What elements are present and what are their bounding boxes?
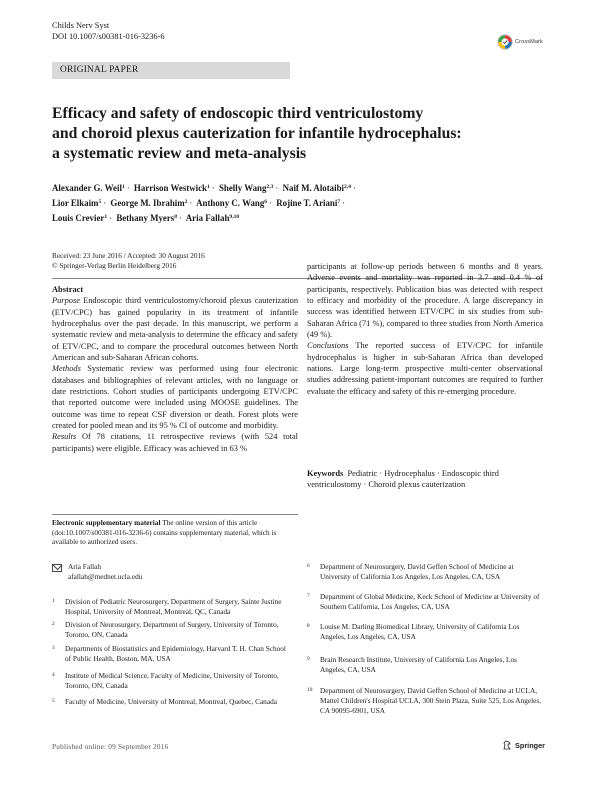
journal-header bbox=[52, 20, 165, 42]
author-line bbox=[52, 180, 472, 195]
crossmark-icon bbox=[497, 34, 513, 50]
affiliation-number: 7 bbox=[307, 593, 310, 599]
crossmark-badge[interactable] bbox=[497, 34, 543, 50]
affiliation bbox=[52, 671, 292, 691]
affiliation-number: 8 bbox=[307, 623, 310, 629]
footnote-divider bbox=[52, 514, 298, 515]
affiliation-number: 9 bbox=[307, 656, 310, 662]
affiliation bbox=[307, 686, 543, 717]
author-separator: · bbox=[269, 198, 273, 208]
author-name[interactable]: Lior Elkaim bbox=[52, 198, 99, 208]
corresponding-email[interactable]: afallah@mednet.ucla.edu bbox=[68, 572, 143, 582]
esm-label: Electronic supplementary material bbox=[52, 518, 161, 527]
affiliation bbox=[307, 622, 543, 642]
author-affiliation-ref: 2,3 bbox=[266, 184, 274, 190]
affiliation-number: 10 bbox=[307, 687, 313, 693]
author-affiliation-ref: 1 bbox=[104, 214, 108, 220]
springer-horse-icon bbox=[502, 740, 512, 750]
paper-title bbox=[52, 104, 472, 163]
purpose-text: Endoscopic third ventriculostomy/choroid plexus cauterization (ETV/CPC) has gained popularity in its treatment of infantile hydrocephalus over the past decade. In this manuscript, we perform a systematic review and meta-analysis to determine the efficacy and safety of ETV/CPC, and to compare the procedural outcomes between North American and sub-Saharan African cohorts. bbox=[52, 296, 299, 363]
esm-text: The online version of this article (doi:10.1007/s00381-016-3236-6) contains supplementary material, which is available to authorized users. bbox=[52, 518, 277, 547]
author-name[interactable]: Louis Crevier bbox=[52, 213, 105, 223]
author-affiliation-ref: 7 bbox=[337, 199, 341, 205]
journal-name: Childs Nerv Syst bbox=[52, 21, 110, 30]
affiliation-text: Division of Pediatric Neurosurgery, Department of Surgery, Sainte Justine Hospital, University of Montreal, Montreal, QC, Canada bbox=[65, 597, 282, 617]
author-separator: · bbox=[275, 183, 279, 193]
results-continued: participants at follow-up periods between 6 months and 8 years. Adverse events and mortality was reported in 3.7 and 0.4 % of participants, respectively. Publication bias was detected with respect to efficacy and morbidity of the procedure. A large discrepancy in success was identified between ETV/CPC in six studies from sub-Saharan Africa (71 %), compared to three studies from North America (49 %). bbox=[307, 262, 543, 340]
affiliation-number: 2 bbox=[52, 621, 55, 627]
abstract-results bbox=[52, 431, 298, 454]
crossmark-label: CrossMark bbox=[515, 39, 543, 45]
publication-dates bbox=[52, 251, 205, 271]
article-type-banner bbox=[52, 62, 290, 79]
abstract-methods bbox=[52, 363, 298, 431]
author-separator: · bbox=[126, 183, 130, 193]
author-separator: · bbox=[103, 198, 107, 208]
author-line bbox=[52, 195, 472, 210]
affiliation bbox=[52, 620, 292, 640]
affiliation-text: Faculty of Medicine, University of Montreal, Montreal, Quebec, Canada bbox=[65, 697, 277, 706]
author-line bbox=[52, 210, 472, 225]
title-line: Efficacy and safety of endoscopic third ventriculostomy bbox=[52, 105, 424, 122]
author-affiliation-ref: 6 bbox=[264, 199, 268, 205]
affiliation-text: Institute of Medical Science, Faculty of Medicine, University of Toronto, Toronto, ON, Canada bbox=[65, 671, 279, 691]
author-separator: · bbox=[342, 198, 346, 208]
affiliation bbox=[52, 644, 292, 664]
author-separator: · bbox=[189, 198, 193, 208]
affiliation-number: 3 bbox=[52, 645, 55, 651]
envelope-icon bbox=[52, 564, 62, 572]
affiliation-text: Department of Neurosurgery, David Geffen School of Medicine at University of California Los Angeles, Los Angeles, CA, USA bbox=[320, 562, 514, 582]
affiliation bbox=[307, 592, 543, 612]
affiliation bbox=[52, 597, 292, 617]
keywords bbox=[307, 468, 543, 491]
affiliation-text: Louise M. Darling Biomedical Library, University of California Los Angeles, Los Angeles, CA, USA bbox=[320, 622, 520, 642]
author-name[interactable]: Bethany Myers bbox=[116, 213, 175, 223]
author-separator: · bbox=[179, 213, 183, 223]
title-line: and choroid plexus cauterization for infantile hydrocephalus: bbox=[52, 124, 462, 142]
supplementary-note bbox=[52, 518, 298, 547]
corresponding-author: Aria Fallah bbox=[68, 562, 102, 571]
title-line: a systematic review and meta-analysis bbox=[52, 144, 307, 162]
abstract-heading: Abstract bbox=[52, 285, 84, 294]
author-affiliation-ref: 8 bbox=[174, 214, 178, 220]
author-separator: · bbox=[109, 213, 113, 223]
affiliation-number: 4 bbox=[52, 672, 55, 678]
conclusions-label: Conclusions bbox=[307, 341, 349, 351]
results-text: Of 78 citations, 11 retrospective reviews (with 524 total participants) were eligible. Efficacy was achieved in 63 % bbox=[52, 432, 299, 453]
author-name[interactable]: George M. Ibrahim bbox=[110, 198, 185, 208]
affiliation bbox=[52, 697, 292, 707]
methods-text: Systematic review was performed using four electronic databases and bibliographies of relevant articles, with no language or date restrictions. Cohort studies of participants undergoing ETV/CPC that reported outcome were included using MOOSE guidelines. The outcome was time to repeat CSF diversion or death. Forest plots were created for pooled mean and its 95 % CI of outcome and morbidity. bbox=[52, 364, 298, 431]
author-affiliation-ref: 5 bbox=[98, 199, 102, 205]
conclusions-text: The reported success of ETV/CPC for infantile hydrocephalus is higher in sub-Saharan Africa than developed nations. Large long-term prospective multi-center observational studies addressing patient-important outcomes are required to further evaluate the efficacy and safety of this re-emerging procedure. bbox=[307, 341, 543, 396]
keywords-label: Keywords bbox=[307, 469, 344, 478]
article-type-label: ORIGINAL PAPER bbox=[60, 64, 139, 75]
affiliation bbox=[307, 655, 543, 675]
abstract-right-column bbox=[307, 261, 543, 397]
keywords-text: Pediatric · Hydrocephalus · Endoscopic third ventriculostomy · Choroid plexus cauterization bbox=[307, 469, 499, 490]
affiliation-text: Department of Global Medicine, Keck School of Medicine at University of Southern California, Los Angeles, CA, USA bbox=[320, 592, 540, 612]
received-accepted: Received: 23 June 2016 / Accepted: 30 August 2016 bbox=[52, 251, 205, 260]
author-separator: · bbox=[211, 183, 215, 193]
affiliation-number: 5 bbox=[52, 698, 55, 704]
affiliation-text: Brain Research Institute, University of California Los Angeles, Los Angeles, CA, USA bbox=[320, 655, 517, 675]
published-online: Published online: 09 September 2016 bbox=[52, 742, 169, 751]
abstract-left-column bbox=[52, 284, 298, 454]
affiliation-text: Departments of Biostatistics and Epidemiology, Harvard T. H. Chan School of Public Health, Boston, MA, USA bbox=[65, 644, 286, 664]
author-affiliation-ref: 1 bbox=[206, 184, 210, 190]
affiliation-number: 1 bbox=[52, 598, 55, 604]
affiliation-text: Department of Neurosurgery, David Geffen School of Medicine at UCLA, Mattel Children's Hospital UCLA, 300 Stein Plaza, Suite 525, Los Angeles, CA 90095-6901, USA bbox=[320, 686, 542, 716]
author-name[interactable]: Shelly Wang bbox=[218, 183, 267, 193]
author-separator: · bbox=[352, 183, 356, 193]
author-name[interactable]: Aria Fallah bbox=[185, 213, 230, 223]
results-label: Results bbox=[52, 432, 77, 442]
abstract-conclusions bbox=[307, 340, 543, 397]
author-name[interactable]: Rojine T. Ariani bbox=[276, 198, 338, 208]
publisher-logo bbox=[502, 740, 545, 750]
methods-label: Methods bbox=[52, 364, 81, 374]
author-affiliation-ref: 2,4 bbox=[343, 184, 351, 190]
author-name[interactable]: Alexander G. Weil bbox=[52, 183, 122, 193]
publisher-name: Springer bbox=[515, 740, 546, 750]
author-name[interactable]: Harrison Westwick bbox=[133, 183, 207, 193]
doi: DOI 10.1007/s00381-016-3236-6 bbox=[52, 32, 165, 41]
abstract-purpose bbox=[52, 295, 298, 363]
purpose-label: Purpose bbox=[52, 296, 80, 306]
author-affiliation-ref: 9,10 bbox=[229, 214, 240, 220]
author-name[interactable]: Anthony C. Wang bbox=[196, 198, 265, 208]
affiliation-text: Division of Neurosurgery, Department of Surgery, University of Toronto, Toronto, ON, Canada bbox=[65, 620, 279, 640]
affiliation-number: 6 bbox=[307, 563, 310, 569]
author-list bbox=[52, 180, 472, 225]
author-name[interactable]: Naif M. Alotaibi bbox=[282, 183, 344, 193]
copyright: © Springer-Verlag Berlin Heidelberg 2016 bbox=[52, 261, 177, 270]
author-affiliation-ref: 2 bbox=[184, 199, 188, 205]
author-affiliation-ref: 1 bbox=[121, 184, 125, 190]
affiliation bbox=[307, 562, 543, 582]
correspondence bbox=[52, 562, 142, 582]
